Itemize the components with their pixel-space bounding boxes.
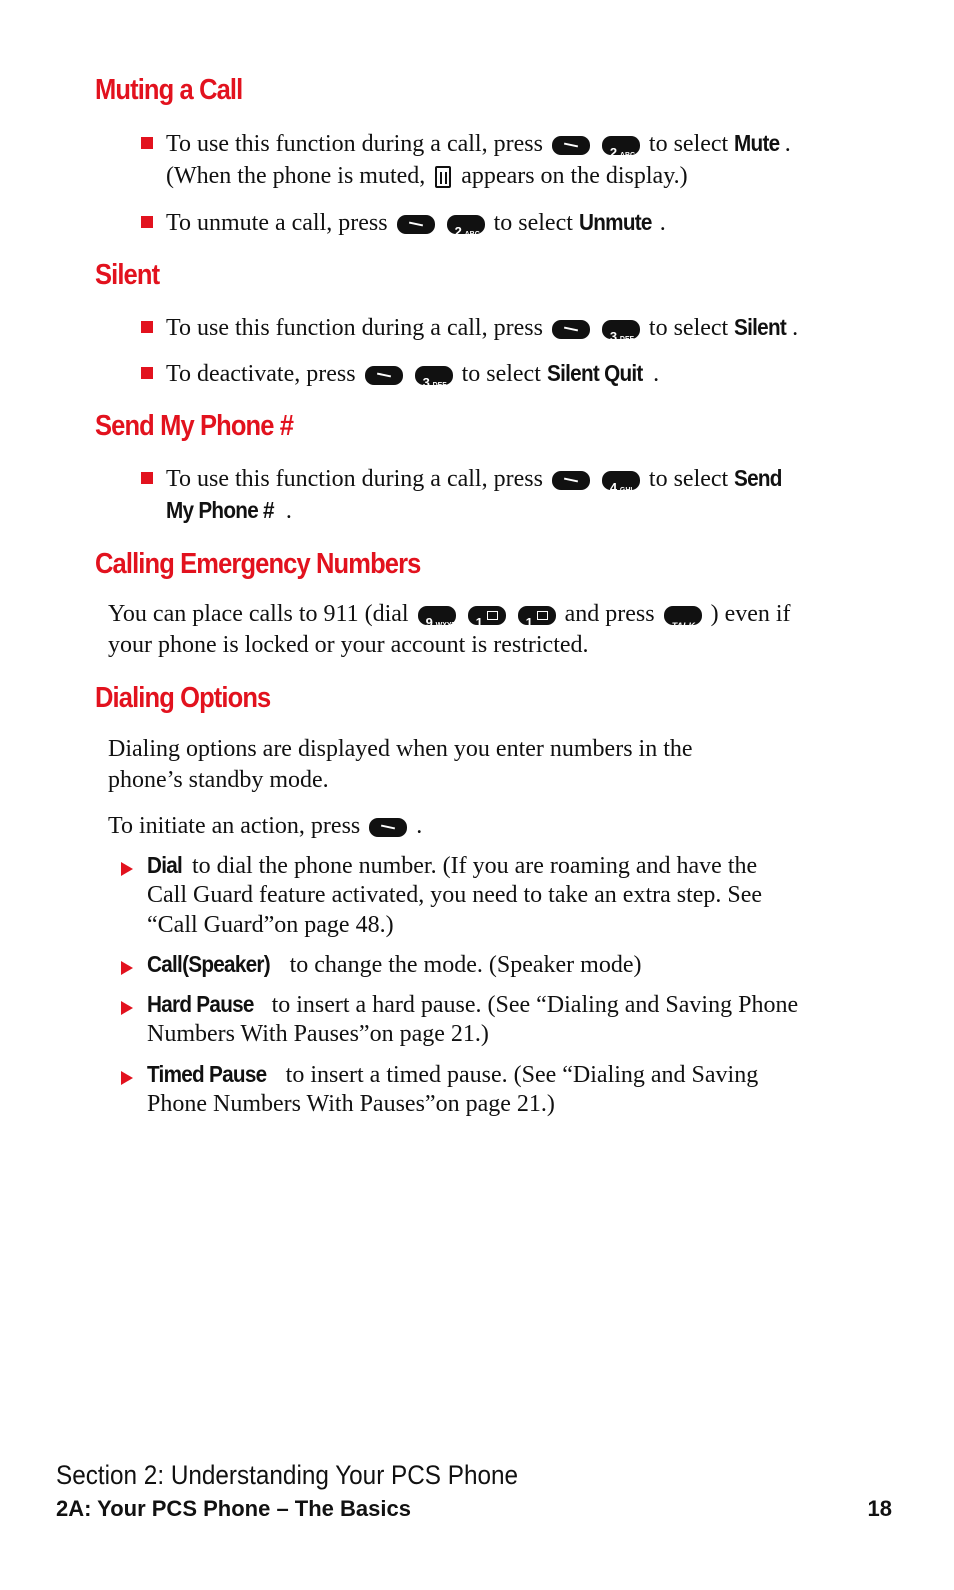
bullet-triangle	[121, 862, 133, 876]
menu-softkey-icon	[365, 366, 403, 385]
silent-bullet-2	[166, 357, 659, 390]
term-hard-pause: Hard Pause	[147, 991, 254, 1017]
key-2-icon: 2 ABC	[602, 136, 640, 155]
menu-softkey-icon	[552, 471, 590, 490]
talk-key-icon: TALK	[664, 606, 702, 625]
key-1-icon: 1	[518, 606, 556, 625]
text: To deactivate, press	[166, 361, 356, 387]
text: to select	[648, 131, 729, 157]
heading-send-my-phone: Send My Phone #	[95, 410, 294, 442]
text: to select	[461, 361, 541, 387]
text: to change the mode. (Speaker mode)	[289, 952, 642, 978]
bullet-square	[141, 367, 153, 379]
bullet-triangle	[121, 1071, 133, 1085]
page-number: 18	[867, 1496, 892, 1521]
key-3-icon: 3 DEF	[602, 320, 640, 339]
term-unmute: Unmute	[578, 209, 652, 235]
option-dial	[147, 849, 757, 882]
footer-section-title: Section 2: Understanding Your PCS Phone	[56, 1460, 519, 1490]
term-call-speaker: Call(Speaker)	[147, 951, 270, 977]
muting-bullet-2	[166, 206, 666, 239]
footer-chapter-title: 2A: Your PCS Phone – The Basics	[56, 1496, 411, 1521]
term-timed-pause: Timed Pause	[147, 1061, 267, 1087]
text: To unmute a call, press	[166, 210, 388, 236]
key-2-icon: 2 ABC	[447, 215, 485, 234]
option-dial-line2: Call Guard feature activated, you need to take an extra step. See	[147, 882, 763, 908]
option-timed-pause	[147, 1058, 758, 1091]
text: To use this function during a call, press	[166, 315, 543, 341]
dialing-para-line-2: phone’s standby mode.	[108, 767, 329, 793]
heading-dialing-options: Dialing Options	[95, 682, 271, 714]
menu-softkey-icon	[552, 136, 590, 155]
menu-softkey-icon	[552, 320, 590, 339]
bullet-square	[141, 321, 153, 333]
term-my-phone: My Phone #	[166, 497, 274, 523]
option-hard-pause	[147, 988, 798, 1021]
term-silent-quit: Silent Quit	[546, 360, 643, 386]
text: to insert a hard pause. (See “Dialing and Saving Phone	[271, 992, 799, 1018]
emergency-line-1	[108, 598, 791, 630]
option-call-speaker	[147, 948, 641, 981]
text: to dial the phone number. (If you are roaming and have the	[191, 853, 758, 879]
heading-muting-a-call: Muting a Call	[95, 74, 243, 106]
punct: .	[792, 315, 799, 341]
option-dial-line3: “Call Guard”on page 48.)	[147, 912, 394, 938]
text: appears on the display.)	[461, 163, 688, 189]
mute-display-icon	[435, 166, 451, 188]
text: and press	[564, 601, 655, 627]
text: to select	[648, 315, 729, 341]
bullet-triangle	[121, 1001, 133, 1015]
bullet-square	[141, 472, 153, 484]
text: ) even if	[710, 601, 791, 627]
text: to select	[648, 466, 729, 492]
punct: .	[784, 131, 791, 157]
bullet-square	[141, 137, 153, 149]
text: To initiate an action, press	[108, 813, 361, 839]
term-send: Send	[734, 465, 782, 491]
punct: .	[416, 813, 423, 839]
punct: .	[653, 361, 660, 387]
heading-silent: Silent	[95, 259, 160, 291]
key-9-icon: 9 WXYZ	[418, 606, 456, 625]
text: To use this function during a call, press	[166, 466, 543, 492]
text: To use this function during a call, press	[166, 131, 543, 157]
key-4-icon: 4 GHI	[602, 471, 640, 490]
term-mute: Mute	[734, 130, 780, 156]
option-hard-pause-line2: Numbers With Pauses”on page 21.)	[147, 1021, 489, 1047]
punct: .	[659, 210, 666, 236]
term-silent: Silent	[734, 314, 787, 340]
send-bullet-1-line2	[166, 494, 292, 527]
muting-bullet-1-line2	[166, 160, 688, 192]
term-dial: Dial	[147, 852, 183, 878]
bullet-square	[141, 216, 153, 228]
text: to insert a timed pause. (See “Dialing and Saving	[285, 1062, 759, 1088]
text: (When the phone is muted,	[166, 163, 426, 189]
punct: .	[285, 498, 292, 524]
muting-bullet-1	[166, 127, 791, 160]
option-timed-pause-line2: Phone Numbers With Pauses”on page 21.)	[147, 1091, 555, 1117]
menu-softkey-icon	[369, 818, 407, 837]
dialing-para-line-1: Dialing options are displayed when you enter numbers in the	[108, 736, 693, 762]
emergency-line-2: your phone is locked or your account is restricted.	[108, 632, 589, 658]
text: You can place calls to 911 (dial	[108, 601, 409, 627]
key-3-icon: 3 DEF	[415, 366, 453, 385]
silent-bullet-1	[166, 311, 798, 344]
dialing-initiate	[108, 810, 422, 842]
heading-emergency: Calling Emergency Numbers	[95, 548, 421, 580]
key-1-icon: 1	[468, 606, 506, 625]
send-bullet-1	[166, 462, 787, 495]
bullet-triangle	[121, 961, 133, 975]
menu-softkey-icon	[397, 215, 435, 234]
text: to select	[493, 210, 573, 236]
